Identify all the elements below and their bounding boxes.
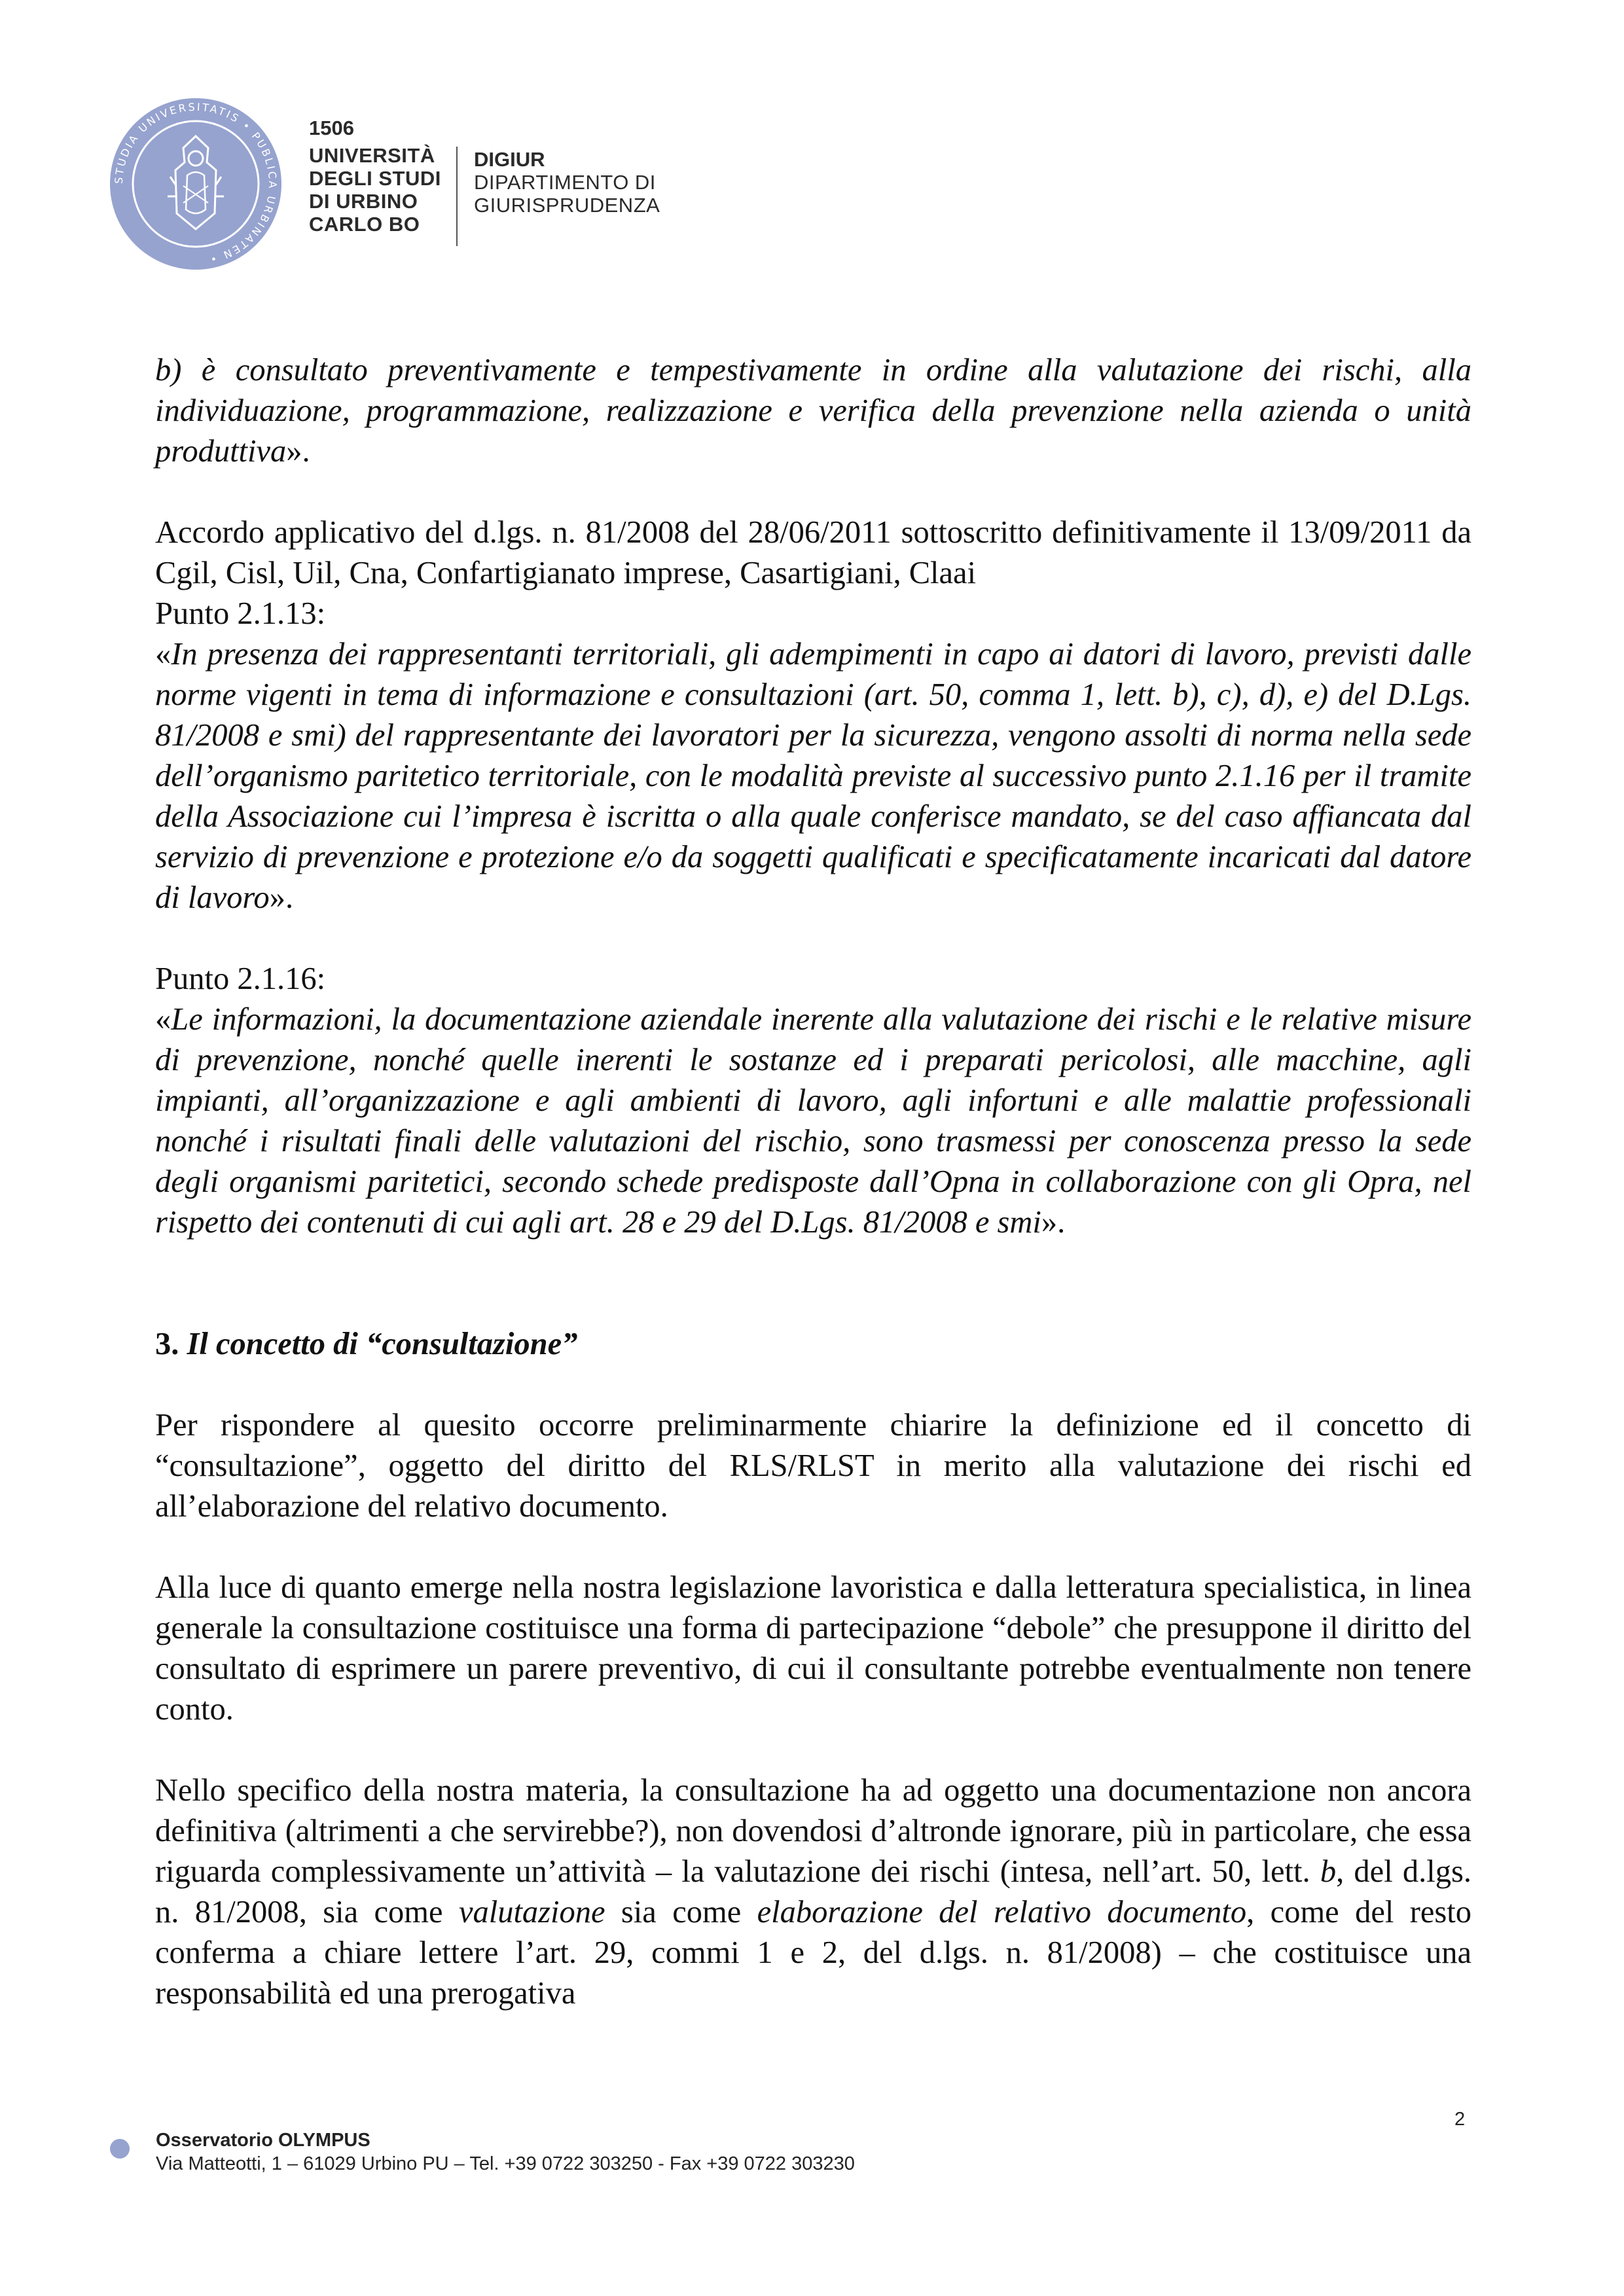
department-abbreviation: DIGIUR [474, 148, 545, 171]
quote-open: « [155, 637, 171, 672]
text-run-italic: elaborazione del relativo documento [757, 1895, 1247, 1929]
quote-open: « [155, 1002, 171, 1037]
paragraph: Per rispondere al quesito occorre preliminarmente chiarire la definizione ed il concetto di “consultazione”, oggetto del diritto del RLS/RLST in merito alla valutazione dei rischi ed all’elaborazione del relativo documento. [155, 1408, 1471, 1524]
text-run: , del d.lgs. n. 81/2008, sia come [155, 1854, 1471, 1929]
university-name-line: DEGLI STUDI [309, 167, 441, 190]
footer-address: Via Matteotti, 1 – 61029 Urbino PU – Tel. +39 0722 303250 - Fax +39 0722 303230 [156, 2153, 855, 2174]
university-year: 1506 [309, 117, 354, 139]
university-seal-logo [110, 98, 281, 270]
department-name-line: GIURISPRUDENZA [474, 194, 660, 217]
footer-organization: Osservatorio OLYMPUS [156, 2130, 370, 2151]
text-run-italic: valutazione [458, 1895, 605, 1929]
department-name [474, 148, 660, 217]
footer-bullet-icon [110, 2139, 130, 2159]
quoted-text: b) è consultato preventivamente e tempestivamente in ordine alla valutazione dei rischi, alla individuazione, programmazione, realizzazione e verifica della prevenzione nella azienda o unità produttiva [155, 353, 1471, 469]
university-name-line: DI URBINO [309, 190, 418, 213]
section-heading [155, 1324, 1471, 1365]
page-number: 2 [1454, 2109, 1466, 2130]
section-number: 3. [155, 1327, 179, 1361]
text-run: Nello specifico della nostra materia, la consultazione ha ad oggetto una documentazione non ancora definitiva (altrimenti a che servirebbe?), non dovendosi d’altronde ignorare, più in particolare, che essa riguarda complessivamente un’attività – la valutazione dei rischi (intesa, nell’art. 50, lett. [155, 1773, 1471, 1889]
quoted-text: In presenza dei rappresentanti territoriali, gli adempimenti in capo ai datori di lavoro, previsti dalle norme vigenti in tema di informazione e consultazioni (art. 50, comma 1, lett. b), c), d), e) del D.Lgs. 81/2008 e smi) del rappresentante dei lavoratori per la sicurezza, vengono assolti di norma nella sede dell’organismo paritetico territoriale, con le modalità previste al successivo punto 2.1.16 per il tramite della Associazione cui l’impresa è iscritta o alla quale conferisce mandato, se del caso affiancata dal servizio di prevenzione e protezione e/o da soggetti qualificati e specificatamente incaricati dal datore di lavoro [155, 637, 1471, 915]
paragraph [155, 999, 1471, 1243]
paragraph: Alla luce di quanto emerge nella nostra legislazione lavoristica e dalla letteratura specialistica, in linea generale la consultazione costituisce una forma di partecipazione “debole” che presuppone il diritto del consultato di esprimere un parere preventivo, di cui il consultante potrebbe eventualmente non tenere conto. [155, 1570, 1471, 1727]
header-divider [456, 147, 458, 246]
footer [156, 2128, 855, 2176]
university-name-line: CARLO BO [309, 213, 420, 236]
svg-text:STUDIA UNIVERSITATIS • PUBLICA: STUDIA UNIVERSITATIS • PUBLICA URBINATEN • [112, 100, 280, 266]
quote-close: ». [286, 434, 310, 469]
paragraph [155, 1770, 1471, 2014]
paragraph [155, 350, 1471, 472]
quoted-text: Le informazioni, la documentazione aziendale inerente alla valutazione dei rischi e le relative misure di prevenzione, nonché quelle inerenti le sostanze ed i preparati pericolosi, alle macchine, agli impianti, all’organizzazione e agli ambienti di lavoro, agli infortuni e alle malattie professionali nonché i risultati finali delle valutazioni del rischio, sono trasmessi per conoscenza presso la sede degli organismi paritetici, secondo schede predisposte dall’Opna in collaborazione con gli Opra, nel rispetto dei contenuti di cui agli art. 28 e 29 del D.Lgs. 81/2008 e smi [155, 1002, 1471, 1240]
university-name-line: UNIVERSITÀ [309, 144, 435, 167]
document-body [155, 350, 1471, 2014]
quote-close: ». [1041, 1205, 1066, 1240]
paragraph [155, 634, 1471, 918]
paragraph: Accordo applicativo del d.lgs. n. 81/2008 del 28/06/2011 sottoscritto definitivamente il 13/09/2011 da Cgil, Cisl, Uil, Cna, Confartigianato imprese, Casartigiani, Claai [155, 515, 1471, 590]
text-run: , come del resto conferma a chiare lettere l’art. 29, commi 1 e 2, del d.lgs. n. 81/2008) – che costituisce una responsabilità ed una prerogativa [155, 1895, 1472, 2011]
quote-close: ». [269, 880, 294, 915]
text-run: sia come [605, 1895, 757, 1929]
text-run-italic: b [1320, 1854, 1337, 1889]
section-label: Punto 2.1.13: [155, 596, 326, 631]
university-name [309, 117, 441, 236]
section-label: Punto 2.1.16: [155, 961, 326, 996]
department-name-line: DIPARTIMENTO DI [474, 171, 656, 194]
section-title: Il concetto di “consultazione” [187, 1327, 578, 1361]
